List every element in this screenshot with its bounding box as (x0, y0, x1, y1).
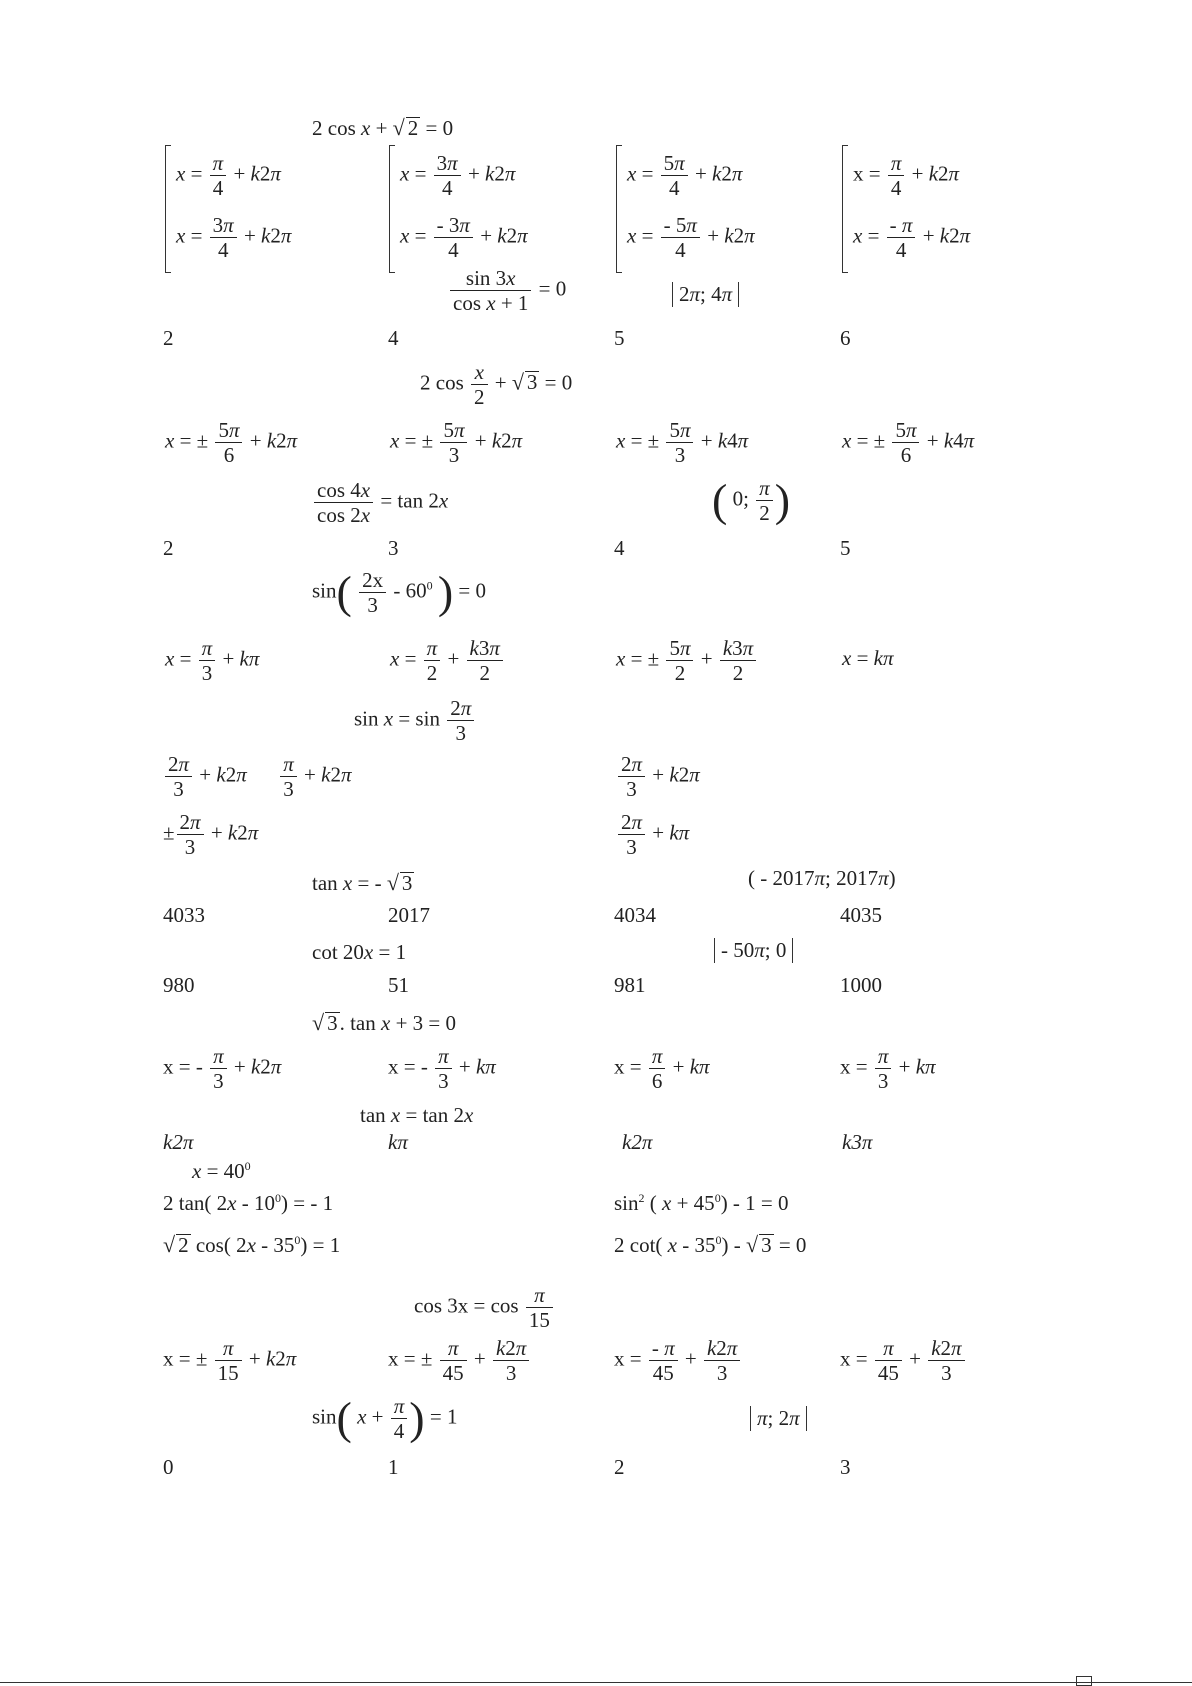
q6-answer-c: ± $\frac{2\pi}{3}$ + k2π (163, 810, 259, 860)
q7-answer-d: 4035 (840, 903, 882, 927)
q7-answer-c: 4034 (614, 903, 656, 927)
q5-answer-c: x = ± $\frac{5\pi}{2}$ + $\frac{k3\pi}{2}$ (616, 636, 758, 685)
q3-answer-a: x = ± $\frac{5\pi}{6}$ + k2π (165, 418, 298, 468)
q5-equation: sin( $\frac{2x}{3}$ - $60^0$ ) = 0 (312, 566, 487, 618)
q1-option-c: x = $\frac{5\pi}{4}$ + k2π x = $\frac{- 5\pi}{4}$ + k2π (616, 145, 627, 273)
q13-answer-a: 0 (163, 1455, 174, 1479)
q4-answer-a: 2 (163, 536, 174, 560)
q7-answer-a: 4033 (163, 903, 205, 927)
q9-answer-b: x = - $\frac{\pi}{3}$ + kπ (388, 1044, 496, 1094)
q7-answer-b: 2017 (388, 903, 430, 927)
q7-interval: ( - 2017π; 2017π) (748, 866, 896, 890)
q5-answer-a: x = $\frac{\pi}{3}$ + kπ (165, 636, 260, 686)
q4-answer-c: 4 (614, 536, 625, 560)
q2-answer-c: 5 (614, 326, 625, 350)
q6-answer-d: $\frac{2\pi}{3}$ + kπ (616, 810, 689, 859)
q1-equation: 2 cos x + √ 2 = 0 (312, 115, 454, 140)
q12-answer-a: x = ± $\frac{\pi}{15}$ + k2π (163, 1336, 297, 1386)
q8-answer-a: 980 (163, 973, 195, 997)
q9-answer-c: x = $\frac{\pi}{6}$ + kπ (614, 1044, 710, 1094)
q3-answer-d: x = ± $\frac{5\pi}{6}$ + k4π (842, 418, 975, 468)
q13-answer-b: 1 (388, 1455, 399, 1479)
q12-answer-d: x = $\frac{\pi}{45}$ + $\frac{k2\pi}{3}$ (840, 1336, 967, 1385)
q6-equation: sin x = sin $\frac{2\pi}{3}$ (354, 696, 476, 745)
q2-equation: $\frac{\sin 3x}{\text{cos x + 1}}$ = 0 (448, 266, 566, 315)
q10-equation: tan x = tan 2x (360, 1103, 474, 1127)
q4-equation: $\frac{\cos 4x}{\cos 2x}$ = tan 2x (312, 478, 448, 527)
footer-rule (0, 1682, 1192, 1683)
q2-interval: 2π; 4π (672, 282, 739, 307)
q10-answer-c: k2π (622, 1130, 653, 1154)
q6-answer-b: $\frac{2\pi}{3}$ + k2π (616, 752, 700, 801)
q4-answer-b: 3 (388, 536, 399, 560)
q9-equation: √ 3. tan x + 3 = 0 (312, 1010, 456, 1035)
q3-answer-c: x = ± $\frac{5\pi}{3}$ + k4π (616, 418, 749, 468)
q8-interval: - 50π; 0 (714, 938, 793, 963)
q3-answer-b: x = ± $\frac{5\pi}{3}$ + k2π (390, 418, 523, 468)
q9-answer-d: x = $\frac{\pi}{3}$ + kπ (840, 1044, 936, 1094)
q1-option-d: x = $\frac{\pi}{4}$ + k2π x = $\frac{- \pi}{4}$ + k2π (842, 145, 853, 273)
q1-option-b: x = $\frac{3\pi}{4}$ + k2π x = $\frac{- 3\pi}{4}$ + k2π (389, 145, 400, 273)
q11-answer-d: 2 cot( x - $35^0$) - √ 3 = 0 (614, 1232, 807, 1257)
q11-answer-b: $\sin^2$ ( $x + 45^0) - 1 = 0$ (614, 1191, 789, 1215)
q10-answer-d: k3π (842, 1130, 873, 1154)
q3-equation: 2 cos $\frac{x}{2}$ + √ 3 = 0 (420, 360, 573, 410)
q11-equation: $x = 40^0$ (192, 1159, 251, 1183)
q8-equation: cot 20x = 1 (312, 940, 407, 964)
q11-answer-c: √ 2 cos( $2x - 35^0) = 1$ (163, 1232, 341, 1257)
q8-answer-c: 981 (614, 973, 646, 997)
q11-answer-a: 2 tan( $2x - 10^0$) = - 1 (163, 1191, 334, 1215)
q2-answer-b: 4 (388, 326, 399, 350)
q13-answer-d: 3 (840, 1455, 851, 1479)
q13-interval: π; 2π (750, 1406, 807, 1431)
q4-answer-d: 5 (840, 536, 851, 560)
q6-answer-a: $\frac{2\pi}{3}$ + k2π $\frac{\pi}{3}$ + k2π (163, 752, 351, 801)
q4-interval: ( 0; $\frac{\pi}{2}$ ) (712, 474, 791, 526)
q13-answer-c: 2 (614, 1455, 625, 1479)
q12-answer-b: x = ± $\frac{\pi}{45}$ + $\frac{k2\pi}{3}$ (388, 1336, 531, 1385)
q8-answer-d: 1000 (840, 973, 882, 997)
q5-answer-d: x = kπ (842, 646, 894, 670)
q5-answer-b: x = $\frac{\pi}{2}$ + $\frac{k3\pi}{2}$ (390, 636, 505, 685)
q9-answer-a: x = - $\frac{\pi}{3}$ + k2π (163, 1044, 282, 1094)
q2-answer-d: 6 (840, 326, 851, 350)
q2-answer-a: 2 (163, 326, 174, 350)
q8-answer-b: 51 (388, 973, 409, 997)
q13-equation: sin( x + $\frac{\pi}{4}$ ) = 1 (312, 1392, 458, 1444)
q12-equation: cos 3x = cos $\frac{\pi}{15}$ (414, 1283, 555, 1332)
q1-option-a: x = $\frac{\pi}{4}$ + k2π x = $\frac{3\pi}{4}$ + k2π (165, 145, 176, 273)
q10-answer-a: k2π (163, 1130, 194, 1154)
q12-answer-c: x = $\frac{- \pi}{45}$ + $\frac{k2\pi}{3}$ (614, 1336, 742, 1385)
q10-answer-b: kπ (388, 1130, 408, 1154)
q7-equation: tan x = - √ 3 (312, 870, 413, 895)
